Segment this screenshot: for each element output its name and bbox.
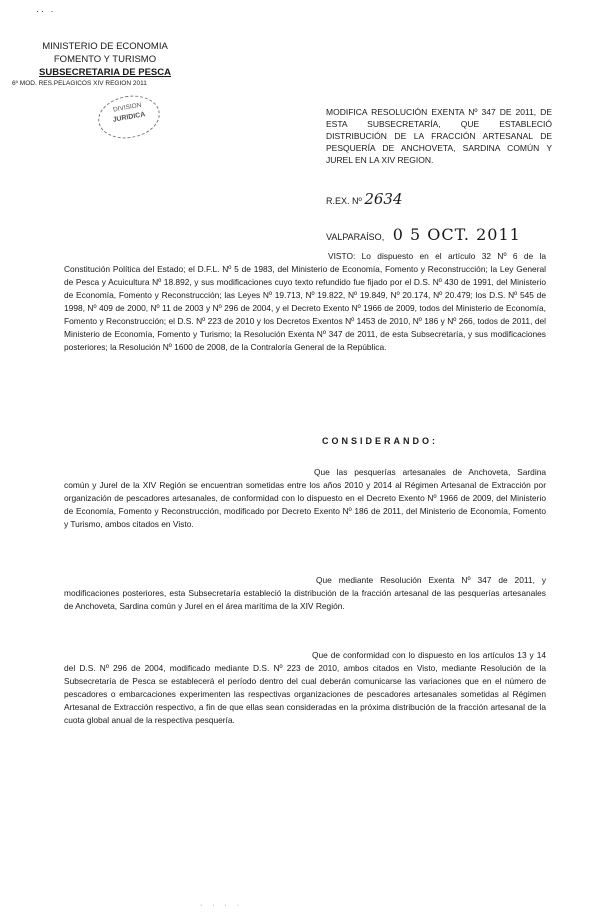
c1-text: Sardina común y Jurel de la XIV Región se encuentran sometidas entre los años 2010 y 2014 al Régimen Artesanal de Extracción por organización de pescadores artesanales, de conformidad con lo dispuesto en el Decreto Exento Nº 1966 de 2009, del Ministerio de Economía, Fomento y Reconstrucción, modificado por Decreto Exento Nº 186 de 2011, del Ministerio de Economía, Fomento y Turismo, ambos citados en Visto. [64, 467, 547, 529]
scan-marks-bottom: · · · · [200, 902, 244, 909]
date-stamp: 0 5 OCT. 2011 [392, 225, 521, 244]
rex-label: R.EX. Nº [326, 196, 362, 206]
rex-number: 2634 [364, 190, 403, 208]
ministry-name: MINISTERIO DE ECONOMIA [42, 41, 168, 52]
c3-text: artículos 13 y 14 del D.S. Nº 296 de 2004, modificado mediante D.S. Nº 223 de 2010, ambos citados en Visto, mediante Resolución de la Subsecretaría de Pesca se establecerá el período dentro del cual deberán comunicarse las variaciones que en el número de pescadores o embarcaciones experimenten las respectivas organizaciones de pescadores artesanales sometidas al Régimen Artesanal de Extracción respectivo, a fin de que ellas sean consideradas en la próxima distribución de la fracción artesanal de la cuota global anual de la respectiva pesquería. [64, 650, 547, 725]
city: VALPARAÍSO, [326, 232, 385, 242]
c2-text: y modificaciones posteriores, esta Subsecretaría estableció la distribución de la fracción artesanal de las pesquerías artesanales de Anchoveta, Sardina común y Jurel en el área marítima de la XIV Región. [64, 575, 547, 611]
division-stamp [95, 91, 163, 143]
visto-text: Constitución Política del Estado; el D.F.L. Nº 5 de 1983, del Ministerio de Economía, Fomento y Reconstrucción; la Ley General de Pesca y Acuicultura Nº 18.892, y sus modificaciones cuyo texto refundido fue fijado por el D.S. Nº 430 de 1991, del Ministerio de Economía, Fomento y Reconstrucción; las Leyes Nº 19.713, Nº 19.822, Nº 19.849, Nº 20.174, Nº 20.479; los D.S. Nº 545 de 1998, Nº 409 de 2000, Nº 11 de 2003 y Nº 296 de 2004, y el Decreto Exento Nº 1966 de 2009, todos del Ministerio de Economía, Fomento y Reconstrucción; el D.S. Nº 223 de 2010 y los Decretos Exentos Nº 1453 de 2010, Nº 186 y Nº 266, todos de 2011, del Ministerio de Economía, Fomento y Turismo; la Resolución Exenta Nº 347 de 2011, de esta Subsecretaría, y sus modificaciones posteriores; la Resolución Nº 1600 de 2008, de la Contraloría General de la República. [64, 264, 546, 352]
stamp-line-2: JURIDICA [112, 111, 146, 124]
letterhead [12, 40, 190, 89]
c3-lead: Que de conformidad con lo dispuesto en los [312, 650, 480, 660]
visto-paragraph [64, 250, 546, 354]
considerando-heading: CONSIDERANDO: [322, 436, 439, 446]
resolution-subject: MODIFICA RESOLUCIÓN EXENTA Nº 347 DE 2011, DE ESTA SUBSECRETARÍA, QUE ESTABLECIÓ DISTRIBUCIÓN DE LA FRACCIÓN ARTESANAL DE PESQUERÍA DE ANCHOVETA, SARDINA COMÚN Y JUREL EN LA XIV REGION. [326, 107, 552, 165]
subsecretaria-name: SUBSECRETARIA DE PESCA [39, 67, 171, 78]
file-reference: 6º MOD. RES.PELAGICOS XIV REGION 2011 [12, 80, 147, 87]
c1-lead: Que las pesquerías artesanales de Anchoveta, [314, 467, 511, 477]
considerando-2 [64, 574, 546, 613]
ministry-subtitle: FOMENTO Y TURISMO [53, 54, 157, 65]
c2-lead: Que mediante Resolución Exenta Nº 347 de 2011, [316, 575, 535, 585]
stamp-line-1: DIVISION [112, 101, 143, 114]
resolution-number [326, 190, 403, 208]
scan-marks: ·· · [36, 6, 56, 16]
considerando-3 [64, 649, 546, 727]
considerando-1 [64, 466, 546, 531]
visto-lead: VISTO: Lo dispuesto en el artículo 32 Nº 6 de la [328, 251, 546, 261]
place-date [326, 225, 521, 244]
